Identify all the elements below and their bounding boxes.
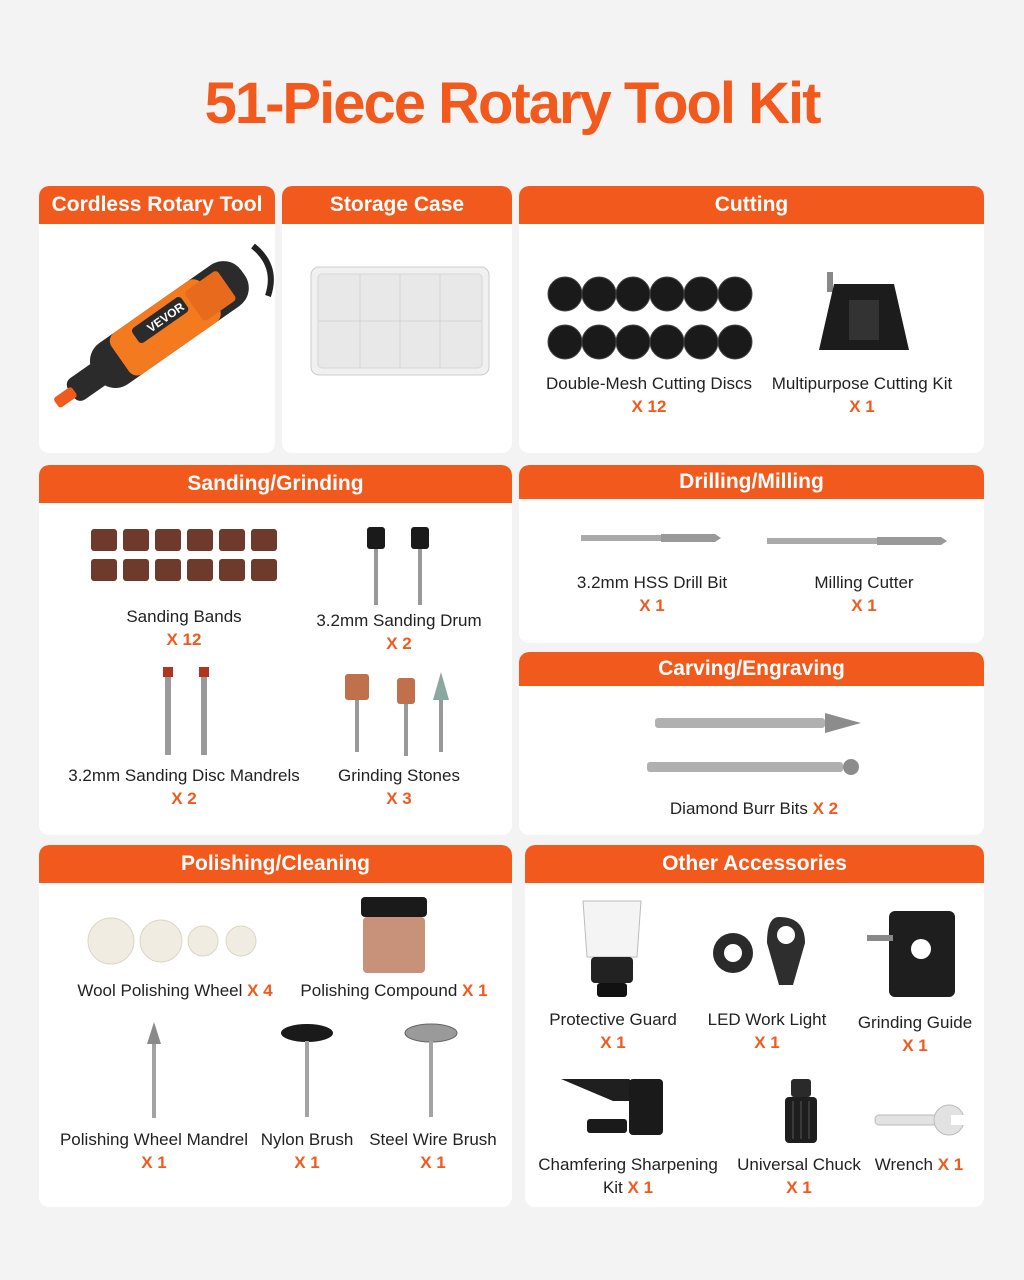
sanding-bands-image [89, 527, 281, 585]
grinding-guide-qty: X 1 [902, 1036, 928, 1055]
drill-bit-image [581, 531, 721, 545]
grinding-guide-label: Grinding Guide X 1 [857, 1013, 973, 1055]
sanding-drum-qty: X 2 [386, 634, 412, 653]
sanding-drum-image [361, 525, 441, 607]
milling-cutter-label: Milling Cutter X 1 [814, 573, 914, 615]
led-work-light-label: LED Work Light X 1 [707, 1010, 827, 1052]
cutting-kit-label: Multipurpose Cutting Kit X 1 [771, 374, 953, 416]
sanding-bands-qty: X 12 [166, 630, 202, 649]
nylon-brush-qty: X 1 [294, 1153, 320, 1172]
panel-header: Other Accessories [525, 845, 984, 883]
wrench-image [871, 1101, 965, 1139]
chamfering-kit-qty: X 1 [627, 1178, 654, 1197]
panel-cutting [519, 186, 984, 453]
steel-wire-brush-qty: X 1 [420, 1153, 446, 1172]
panel-header: Polishing/Cleaning [39, 845, 512, 883]
led-work-light-qty: X 1 [754, 1033, 780, 1052]
panel-header: Storage Case [282, 186, 512, 224]
polishing-mandrel-label: Polishing Wheel Mandrel X 1 [59, 1130, 249, 1172]
brand-logo: VEVOR [144, 299, 187, 336]
wrench-label: Wrench X 1 [874, 1155, 964, 1174]
cutting-discs-label: Double-Mesh Cutting Discs X 12 [546, 374, 752, 416]
panel-other-accessories [525, 845, 984, 1207]
panel-carving-engraving [519, 652, 984, 835]
cutting-kit-image [809, 270, 919, 362]
led-work-light-image [709, 913, 819, 993]
wrench-qty: X 1 [937, 1155, 964, 1174]
wool-wheel-label: Wool Polishing Wheel X 4 [77, 981, 273, 1000]
cutting-kit-qty: X 1 [849, 397, 875, 416]
disc-mandrels-qty: X 2 [171, 789, 197, 808]
steel-wire-brush-label: Steel Wire Brush X 1 [369, 1130, 497, 1172]
nylon-brush-image [279, 1023, 335, 1119]
grinding-stones-qty: X 3 [386, 789, 412, 808]
polishing-mandrel-image [143, 1020, 165, 1120]
panel-rotary-tool [39, 186, 275, 453]
page-title: 51-Piece Rotary Tool Kit [204, 71, 820, 136]
wool-wheel-image [87, 917, 259, 967]
panel-header: Carving/Engraving [519, 652, 984, 686]
polishing-compound-qty: X 1 [462, 981, 488, 1000]
panel-storage-case [282, 186, 512, 453]
storage-case-image [310, 266, 490, 376]
panel-header: Drilling/Milling [519, 465, 984, 499]
universal-chuck-image [781, 1077, 821, 1149]
protective-guard-qty: X 1 [600, 1033, 626, 1052]
universal-chuck-label: Universal Chuck X 1 [737, 1155, 861, 1197]
diamond-burr-qty: X 2 [812, 799, 839, 818]
panel-sanding-grinding [39, 465, 512, 835]
protective-guard-image [577, 897, 647, 1001]
disc-mandrels-label: 3.2mm Sanding Disc Mandrels X 2 [68, 766, 300, 808]
diamond-burr-label: Diamond Burr Bits X 2 [669, 799, 839, 818]
sanding-bands-label: Sanding Bands X 12 [126, 607, 242, 649]
cutting-discs-image [547, 272, 753, 368]
polishing-mandrel-qty: X 1 [141, 1153, 167, 1172]
chamfering-kit-image [559, 1075, 671, 1141]
steel-wire-brush-image [403, 1023, 459, 1119]
panel-header: Cutting [519, 186, 984, 224]
sanding-drum-label: 3.2mm Sanding Drum X 2 [316, 611, 482, 653]
grinding-stones-image [337, 670, 457, 758]
universal-chuck-qty: X 1 [786, 1178, 812, 1197]
disc-mandrels-image [157, 665, 217, 757]
grinding-stones-label: Grinding Stones X 3 [338, 766, 460, 808]
diamond-burr-bits-image [647, 708, 865, 778]
panel-header: Sanding/Grinding [39, 465, 512, 503]
grinding-guide-image [865, 905, 961, 1001]
panel-polishing-cleaning [39, 845, 512, 1207]
chamfering-kit-label: Chamfering Sharpening Kit X 1 [538, 1155, 718, 1197]
rotary-tool-image [43, 226, 275, 446]
panel-header: Cordless Rotary Tool [39, 186, 275, 224]
milling-cutter-image [767, 535, 949, 547]
polishing-compound-image [359, 895, 429, 977]
protective-guard-label: Protective Guard X 1 [549, 1010, 677, 1052]
drill-bit-qty: X 1 [639, 596, 665, 615]
cutting-discs-qty: X 12 [631, 397, 667, 416]
wool-wheel-qty: X 4 [247, 981, 273, 1000]
milling-cutter-qty: X 1 [851, 596, 877, 615]
nylon-brush-label: Nylon Brush X 1 [260, 1130, 354, 1172]
drill-bit-label: 3.2mm HSS Drill Bit X 1 [576, 573, 728, 615]
panel-drilling-milling [519, 465, 984, 643]
polishing-compound-label: Polishing Compound X 1 [300, 981, 488, 1000]
